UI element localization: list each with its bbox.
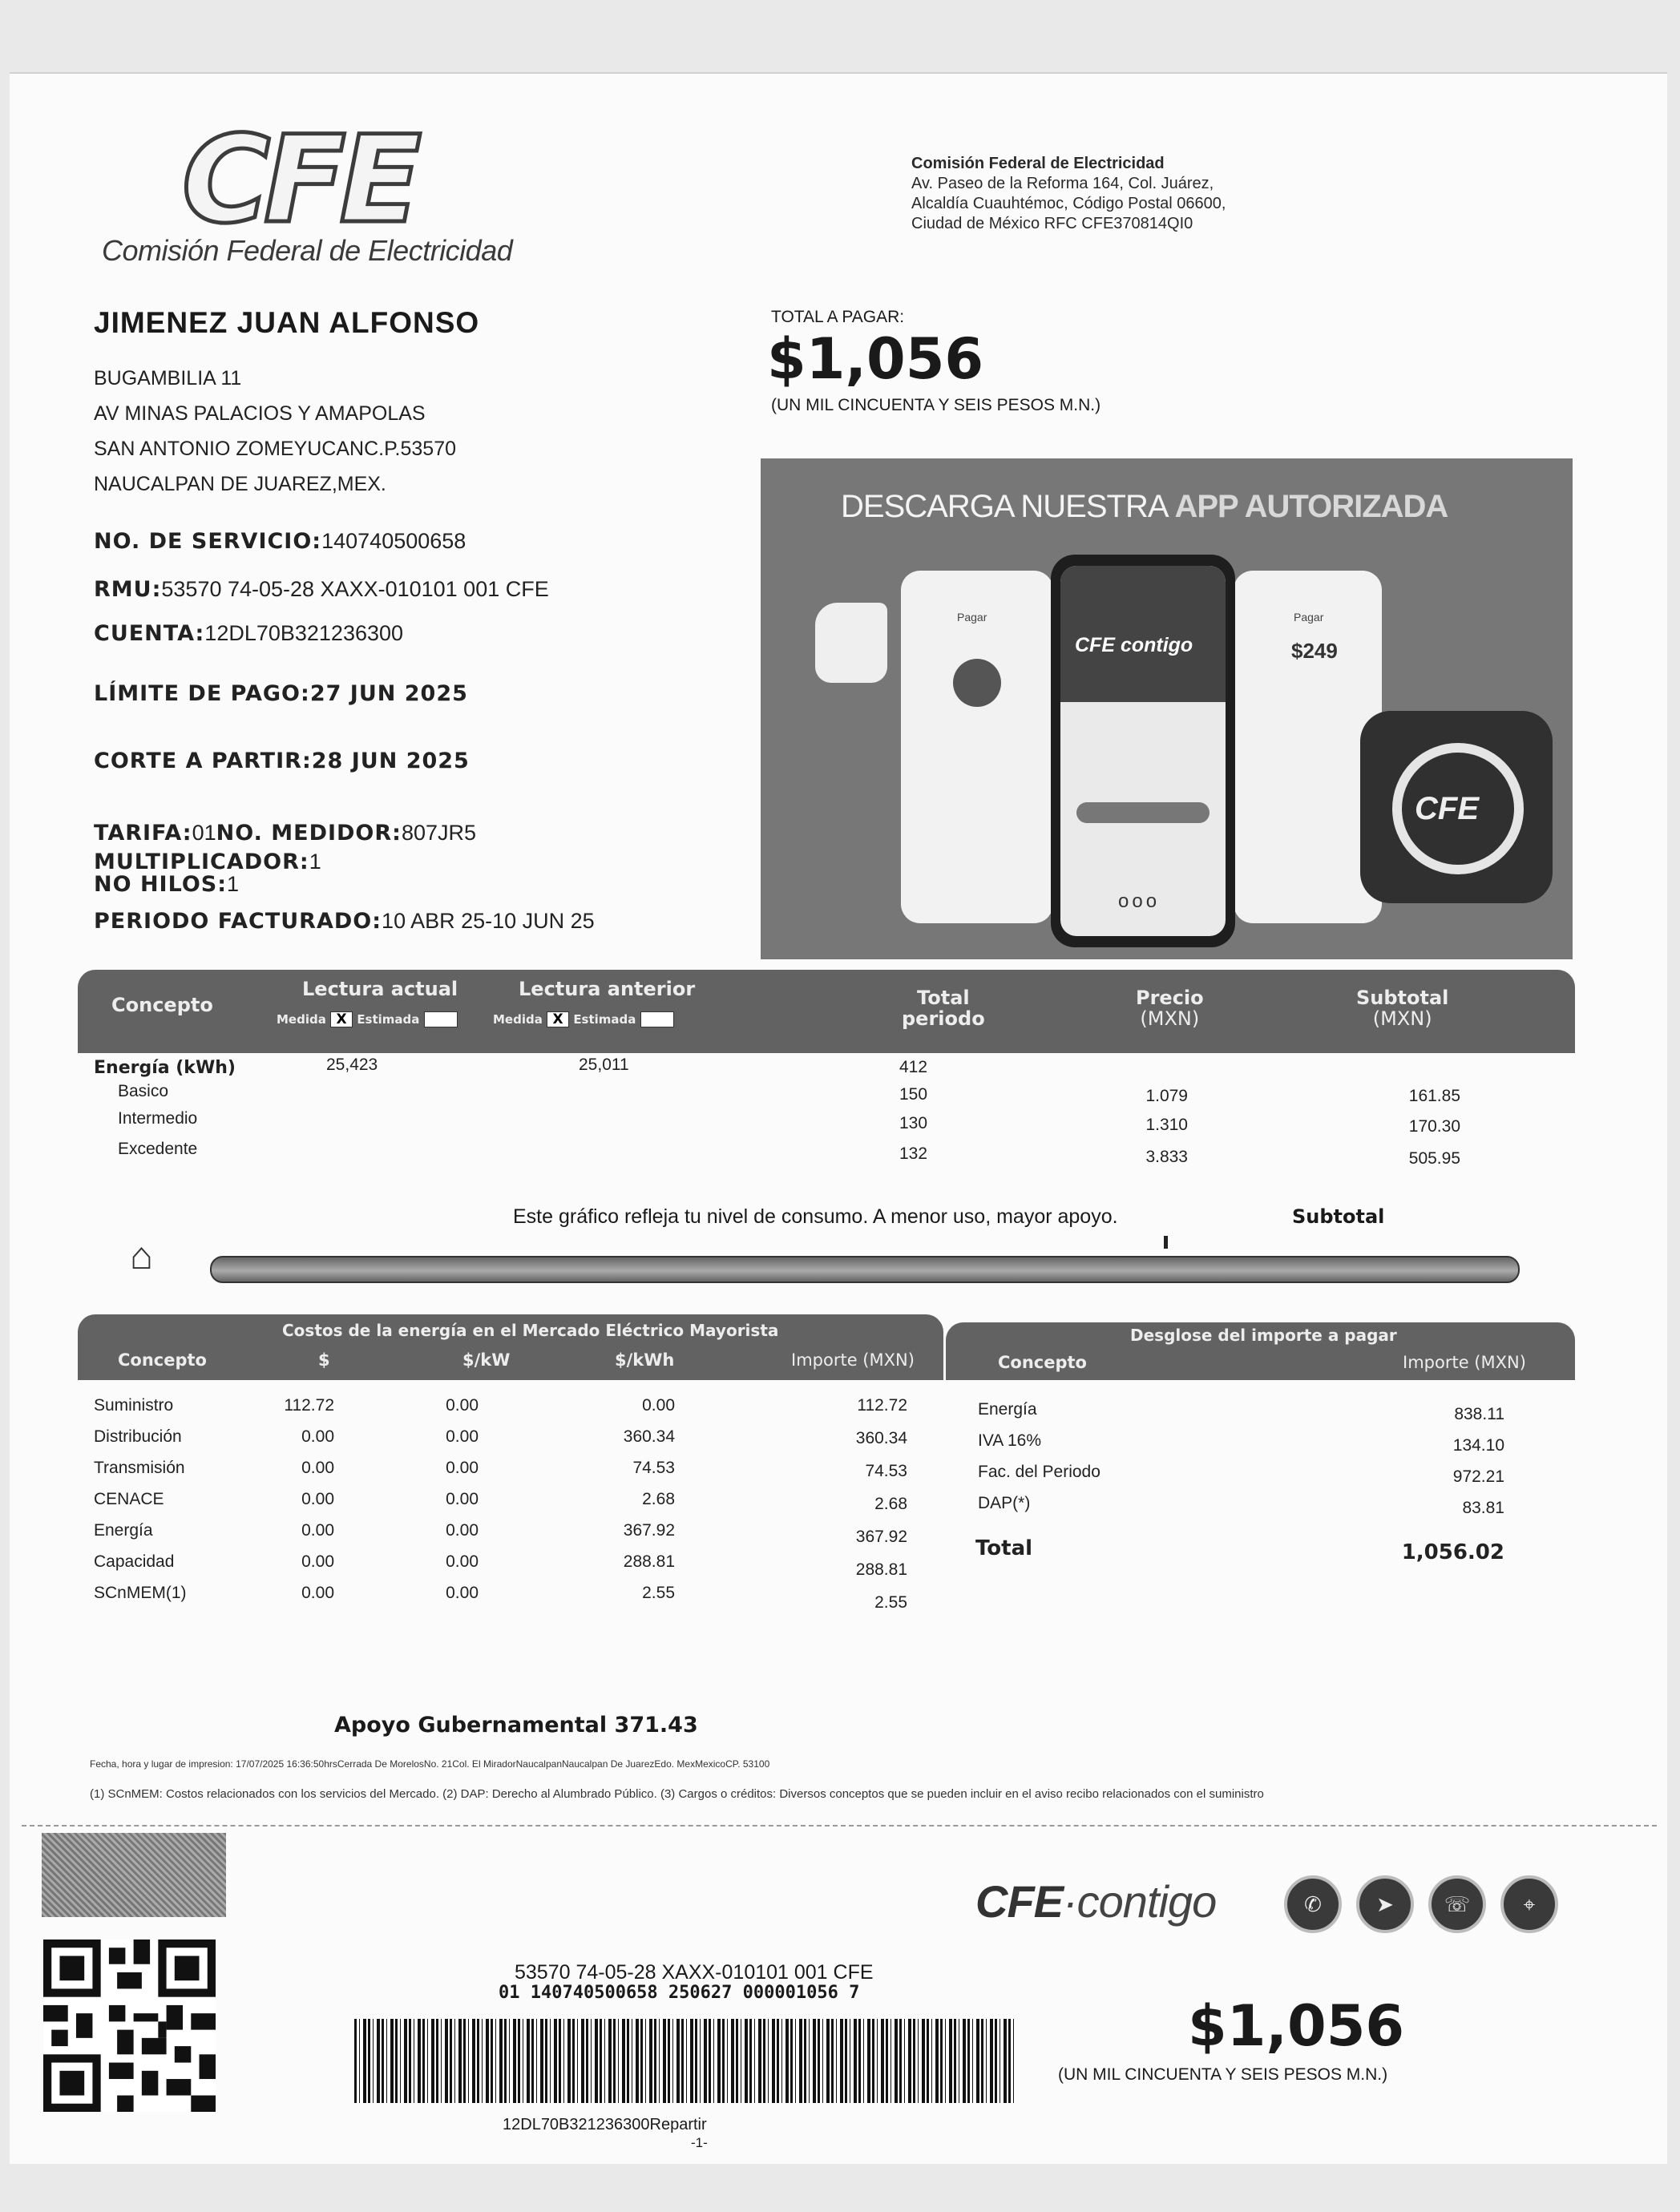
cfe-contigo-logo: CFE·contigo — [975, 1876, 1217, 1927]
barcode — [354, 2019, 1016, 2103]
breakdown-amount: 838.11 — [1454, 1405, 1504, 1423]
tier-subtotal: 161.85 — [1408, 1087, 1460, 1105]
market-cost-value: 0.00 — [301, 1584, 334, 1602]
market-cost-value: 112.72 — [857, 1396, 907, 1415]
house-icon: ⌂ — [130, 1235, 153, 1278]
customer-address-line: BUGAMBILIA 11 — [94, 367, 242, 390]
breakdown-concept: Fac. del Periodo — [978, 1463, 1100, 1481]
consumption-gauge-marker — [1164, 1236, 1168, 1249]
market-cost-value: 0.00 — [446, 1521, 479, 1540]
energy-row-label: Energía (kWh) — [94, 1058, 236, 1078]
total-text: (UN MIL CINCUENTA Y SEIS PESOS M.N.) — [771, 396, 1101, 414]
market-cost-concept: SCnMEM(1) — [94, 1584, 187, 1602]
print-info: Fecha, hora y lugar de impresion: 17/07/2025 16:36:50hrsCerrada De MorelosNo. 21Col. El MiradorNaucalpanNaucalpan De JuarezEdo. MexMexicoCP. 53100 — [90, 1758, 770, 1770]
payment-reference: 53570 74-05-28 XAXX-010101 001 CFE — [515, 1961, 874, 1984]
market-cost-value: 0.00 — [446, 1459, 479, 1477]
market-cost-concept: Suministro — [94, 1396, 174, 1415]
market-cost-value: 367.92 — [855, 1528, 907, 1546]
market-cost-value: 288.81 — [623, 1552, 675, 1571]
promo-title: DESCARGA NUESTRA APP AUTORIZADA — [841, 489, 1448, 524]
cfe-logo-subtitle: Comisión Federal de Electricidad — [102, 234, 513, 267]
cutoff-date: CORTE A PARTIR:28 JUN 2025 — [94, 749, 470, 773]
market-cost-value: 0.00 — [301, 1427, 334, 1446]
breakdown-total-label: Total — [975, 1536, 1033, 1560]
tier-kwh: 150 — [899, 1085, 928, 1104]
billing-period: PERIODO FACTURADO:10 ABR 25-10 JUN 25 — [94, 909, 595, 934]
telegram-icon[interactable]: ➤ — [1356, 1875, 1414, 1933]
breakdown-amount: 972.21 — [1452, 1467, 1504, 1486]
security-pattern — [42, 1833, 226, 1917]
stub-amount-text: (UN MIL CINCUENTA Y SEIS PESOS M.N.) — [1058, 2065, 1388, 2084]
app-name: CFE contigo — [1075, 634, 1193, 656]
app-promo-banner[interactable] — [761, 458, 1573, 959]
market-cost-value: 0.00 — [446, 1490, 479, 1508]
phone-dots-icon: ooo — [1118, 890, 1161, 912]
company-address-line: Ciudad de México RFC CFE370814QI0 — [911, 215, 1193, 232]
market-cost-concept: Capacidad — [94, 1552, 175, 1571]
tier-label: Excedente — [118, 1140, 198, 1158]
market-cost-value: 74.53 — [632, 1459, 675, 1477]
market-cost-value: 360.34 — [855, 1429, 907, 1447]
cfe-app-badge-icon: CFE — [1360, 711, 1553, 903]
market-cost-value: 0.00 — [301, 1521, 334, 1540]
tier-kwh: 130 — [899, 1114, 928, 1132]
company-address-line: Av. Paseo de la Reforma 164, Col. Juárez, — [911, 175, 1214, 192]
tier-subtotal: 505.95 — [1408, 1149, 1460, 1168]
market-cost-concept: CENACE — [94, 1490, 164, 1508]
whatsapp-icon[interactable]: ☏ — [1428, 1875, 1486, 1933]
tier-price: 3.833 — [1145, 1148, 1188, 1166]
previous-reading: 25,011 — [579, 1056, 629, 1074]
consumption-table-header: Concepto Lectura actual Medida X Estimada Lectura anterior Medida X Estimada Total periodo Precio (MXN) Subtotal (MXN) — [78, 970, 1575, 1053]
market-cost-concept: Energía — [94, 1521, 153, 1540]
cfe-logo: CFE — [182, 111, 416, 250]
market-cost-value: 2.55 — [642, 1584, 675, 1602]
market-cost-value: 288.81 — [855, 1560, 907, 1579]
multiplier: MULTIPLICADOR:1 — [94, 850, 321, 874]
market-cost-value: 2.68 — [874, 1495, 907, 1513]
market-cost-concept: Transmisión — [94, 1459, 185, 1477]
bill-page — [10, 72, 1667, 2164]
market-cost-value: 367.92 — [623, 1521, 675, 1540]
government-support: Apoyo Gubernamental 371.43 — [334, 1713, 698, 1738]
market-cost-value: 112.72 — [284, 1396, 334, 1415]
delivery-reference: 12DL70B321236300Repartir — [503, 2116, 707, 2133]
company-address-line: Alcaldía Cuauhtémoc, Código Postal 06600, — [911, 195, 1226, 212]
total-label: TOTAL A PAGAR: — [771, 308, 905, 326]
rmu: RMU:53570 74-05-28 XAXX-010101 001 CFE — [94, 577, 549, 602]
breakdown-header: Desglose del importe a pagar Concepto Importe (MXN) — [946, 1322, 1575, 1380]
promo-price: $249 — [1291, 639, 1338, 663]
market-cost-value: 0.00 — [301, 1552, 334, 1571]
footnotes: (1) SCnMEM: Costos relacionados con los servicios del Mercado. (2) DAP: Derecho al Alumbrado Público. (3) Cargos o créditos: Diversos conceptos que se pueden incluir en el aviso recibo relacionados con el suministro — [90, 1787, 1264, 1801]
market-cost-value: 74.53 — [865, 1462, 907, 1480]
tier-label: Basico — [118, 1082, 169, 1100]
market-cost-value: 0.00 — [642, 1396, 675, 1415]
market-cost-value: 360.34 — [623, 1427, 675, 1446]
breakdown-concept: Energía — [978, 1400, 1037, 1419]
market-costs-header: Costos de la energía en el Mercado Eléctrico Mayorista Concepto $ $/kW $/kWh Importe (MXN) — [78, 1314, 943, 1380]
stub-amount: $1,056 — [1188, 1993, 1405, 2059]
market-cost-value: 0.00 — [446, 1427, 479, 1446]
consumption-gauge-text: Este gráfico refleja tu nivel de consumo. A menor uso, mayor apoyo. — [513, 1205, 1118, 1228]
phone-right-mockup: Pagar — [1234, 571, 1382, 923]
breakdown-amount: 134.10 — [1452, 1436, 1504, 1455]
breakdown-total-value: 1,056.02 — [1401, 1540, 1504, 1564]
company-name: Comisión Federal de Electricidad — [911, 155, 1165, 172]
due-date: LÍMITE DE PAGO:27 JUN 2025 — [94, 681, 468, 706]
thumbs-up-icon — [815, 603, 887, 683]
breakdown-concept: IVA 16% — [978, 1431, 1041, 1450]
tier-price: 1.310 — [1145, 1116, 1188, 1134]
page-number: -1- — [691, 2135, 708, 2150]
service-number: NO. DE SERVICIO:140740500658 — [94, 529, 466, 554]
market-cost-value: 0.00 — [301, 1490, 334, 1508]
phone-left-mockup: Pagar — [901, 571, 1053, 923]
phone-center-mockup — [1051, 555, 1235, 947]
tariff-meter: TARIFA:01NO. MEDIDOR:807JR5 — [94, 821, 477, 846]
customer-address — [94, 361, 456, 502]
breakdown-amount: 83.81 — [1462, 1499, 1504, 1517]
market-cost-value: 0.00 — [446, 1396, 479, 1415]
customer-address-line: SAN ANTONIO ZOMEYUCANC.P.53570 — [94, 438, 457, 460]
total-amount: $1,056 — [767, 326, 984, 392]
customer-name: JIMENEZ JUAN ALFONSO — [94, 306, 480, 339]
consumption-gauge — [210, 1256, 1520, 1283]
market-cost-value: 0.00 — [446, 1584, 479, 1602]
market-cost-value: 2.55 — [874, 1593, 907, 1612]
market-cost-value: 0.00 — [446, 1552, 479, 1571]
tear-line — [22, 1825, 1657, 1827]
location-icon[interactable]: ⌖ — [1500, 1875, 1558, 1933]
account: CUENTA:12DL70B321236300 — [94, 621, 404, 646]
payment-reference-number: 01 140740500658 250627 000001056 7 — [499, 1983, 860, 2003]
total-kwh: 412 — [899, 1058, 928, 1076]
phone-icon[interactable]: ✆ — [1284, 1875, 1342, 1933]
company-address — [911, 154, 1360, 234]
tier-subtotal: 170.30 — [1408, 1117, 1460, 1136]
breakdown-concept: DAP(*) — [978, 1494, 1031, 1512]
market-cost-concept: Distribución — [94, 1427, 182, 1446]
customer-address-line: NAUCALPAN DE JUAREZ,MEX. — [94, 473, 386, 495]
current-reading: 25,423 — [326, 1056, 378, 1074]
tier-label: Intermedio — [118, 1109, 198, 1128]
tier-kwh: 132 — [899, 1144, 928, 1163]
customer-address-line: AV MINAS PALACIOS Y AMAPOLAS — [94, 402, 426, 425]
wires: NO HILOS:1 — [94, 872, 240, 897]
qr-code — [43, 1940, 216, 2112]
tier-price: 1.079 — [1145, 1087, 1188, 1105]
market-cost-value: 0.00 — [301, 1459, 334, 1477]
consumption-gauge-label: Subtotal — [1292, 1205, 1385, 1228]
market-cost-value: 2.68 — [642, 1490, 675, 1508]
